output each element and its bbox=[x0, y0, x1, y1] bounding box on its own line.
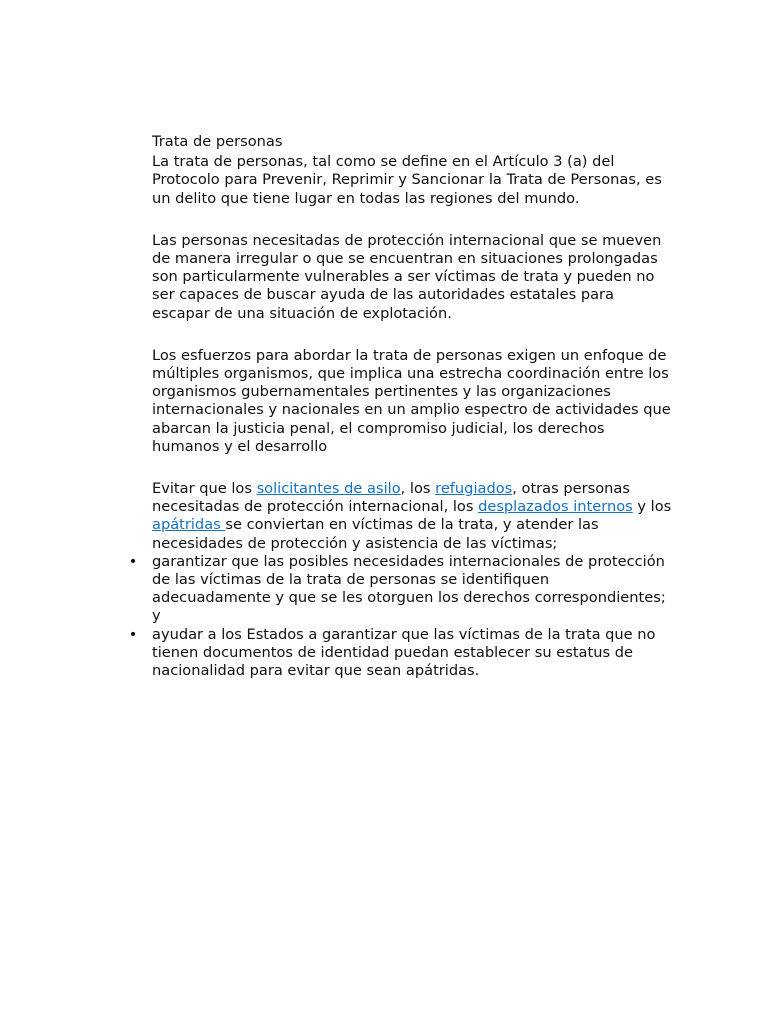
paragraph-vulnerability: Las personas necesitadas de protección internacional que se mueven de manera irregular o que se encuentran en situaciones prolongadas son particularmente vulnerables a ser víctimas de trata y pueden no ser capaces de buscar ayuda de las autoridades estatales para escapar de una situación de explotación. bbox=[152, 231, 662, 322]
prevention-text: , los bbox=[400, 480, 436, 498]
paragraph-efforts: Los esfuerzos para abordar la trata de personas exigen un enfoque de múltiples organismos, que implica una estrecha coordinación entre los organismos gubernamentales pertinentes y las organizaciones internacionales y nacionales en un amplio espectro de actividades que abarcan la justicia penal, el compromiso judicial, los derechos humanos y el desarrollo bbox=[152, 346, 671, 455]
paragraph-prevention bbox=[152, 480, 672, 553]
document-title: Trata de personas bbox=[152, 133, 283, 150]
paragraph-definition: La trata de personas, tal como se define en el Artículo 3 (a) del Protocolo para Prevenir, Reprimir y Sancionar la Trata de Personas, es un delito que tiene lugar en todas las regiones del mundo. bbox=[152, 153, 662, 207]
prevention-text: se conviertan en víctimas de la trata, y atender las necesidades de protección y asistencia de las víctimas; bbox=[152, 516, 599, 552]
prevention-text: Evitar que los bbox=[152, 480, 257, 498]
list-item bbox=[128, 552, 672, 626]
bullet-list bbox=[128, 552, 672, 680]
prevention-text: , otras personas necesitadas de protección internacional, los bbox=[152, 480, 630, 516]
link-desplazados-internos[interactable]: desplazados internos bbox=[478, 498, 633, 516]
document-page bbox=[128, 133, 672, 680]
list-item bbox=[128, 625, 672, 681]
link-refugiados[interactable]: refugiados bbox=[435, 480, 513, 498]
prevention-text: y los bbox=[632, 498, 672, 516]
bullet-icon: • bbox=[128, 625, 138, 643]
list-item-text: ayudar a los Estados a garantizar que las víctimas de la trata que no tienen documentos de identidad puedan establecer su estatus de nacionalidad para evitar que sean apátridas. bbox=[152, 625, 656, 680]
bullet-icon: • bbox=[128, 552, 138, 570]
link-apatridas[interactable]: apátridas bbox=[152, 516, 226, 534]
list-item-text: garantizar que las posibles necesidades internacionales de protección de las víctimas de la trata de personas se identifiquen adecuadamente y que se les otorguen los derechos correspondientes; y bbox=[152, 552, 666, 625]
paragraph-spacer bbox=[152, 323, 672, 347]
link-solicitantes-de-asilo[interactable]: solicitantes de asilo bbox=[256, 480, 401, 498]
paragraph-spacer bbox=[152, 208, 672, 232]
paragraph-spacer bbox=[152, 456, 672, 480]
